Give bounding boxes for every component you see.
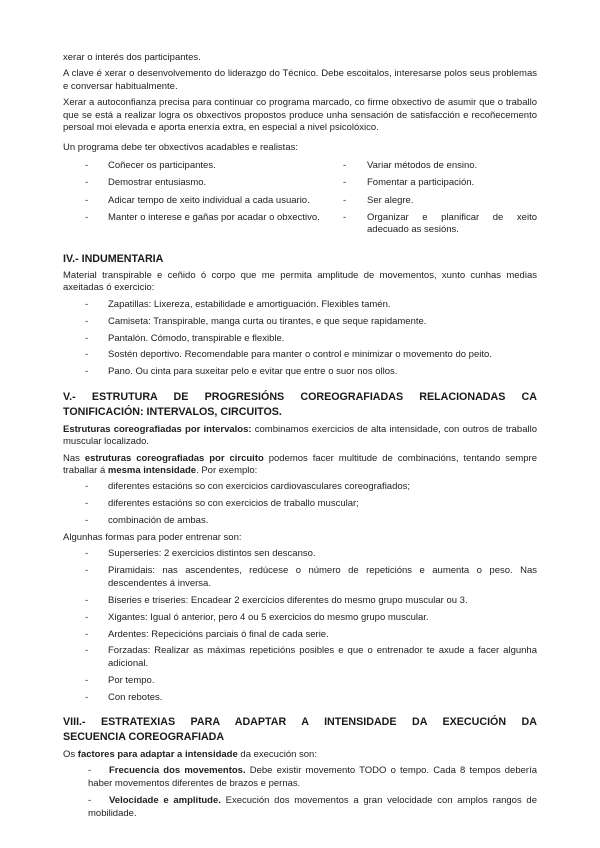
list-item: - Adicar tempo de xeito individual a cada usuario. <box>63 195 343 207</box>
list-item: - diferentes estacións so con exercicios cardiovasculares coreografiados; <box>63 481 537 493</box>
list-item: - Piramidais: nas ascendentes, redúcese o número de repeticións e aumenta o peso. Nas descendentes á inversa. <box>63 565 537 590</box>
list-item: - Coñecer os participantes. <box>63 160 343 172</box>
list-item: - Sostén deportivo. Recomendable para manter o control e minimizar o movemento do peito. <box>63 349 537 361</box>
objectives-list-left <box>63 160 343 225</box>
list-item: - Camiseta: Transpirable, manga curta ou tirantes, e que seque rapidamente. <box>63 316 537 328</box>
bold-run: estruturas coreografiadas por circuito <box>84 452 264 464</box>
section-iv-heading: IV.- INDUMENTARIA <box>63 252 164 265</box>
section-v-heading <box>63 390 537 420</box>
list-item: - Manter o interese e gañas por acadar o obxectivo. <box>63 212 343 224</box>
text-run: da execución son: <box>237 749 317 761</box>
section-viii-heading-line2: SECUENCIA COREOGRAFIADA <box>63 731 225 744</box>
training-forms-lead-in: Algunhas formas para poder entrenar son: <box>63 532 242 544</box>
text-run: Os <box>63 749 78 761</box>
text-run: combinamos exercicios de alta intensidade, con outros de traballo muscular localizado. <box>63 423 537 448</box>
bold-run: factores para adaptar a intensidade <box>77 749 238 761</box>
intro-paragraph-leadership: A clave é xerar o desenvolvemento do liderazgo do Técnico. Debe escoitalos, interesarse polos seus problemas e conversar habitualmente. <box>63 68 537 92</box>
list-item: - Pano. Ou cinta para suxeitar pelo e evitar que entre o suor nos ollos. <box>63 366 537 378</box>
section-v-heading-line1: V.- ESTRUTURA DE PROGRESIÓNS COREOGRAFIADAS RELACIONADAS CA <box>63 390 537 403</box>
list-item: - Zapatillas: Lixereza, estabilidade e amortiguación. Flexibles tamén. <box>63 299 537 311</box>
objectives-columns <box>63 158 537 242</box>
section-viii-heading-line1: VIII.- ESTRATEXIAS PARA ADAPTAR A INTENSIDADE DA EXECUCIÓN DA <box>63 716 537 729</box>
list-item: - Variar métodos de ensino. <box>343 160 537 172</box>
list-item: - Organizar e planificar de xeito adecuado as sesións. <box>343 212 537 237</box>
section-v-heading-line2: TONIFICACIÓN: INTERVALOS, CIRCUITOS. <box>63 405 282 418</box>
bold-run: Velocidade e amplitude. <box>109 795 221 807</box>
section-viii-heading <box>63 715 537 745</box>
objectives-column-left <box>63 158 343 242</box>
section-v-paragraph-intervals <box>63 424 537 449</box>
text-run: Debe existir movemento TODO o tempo. Cada 8 tempos debería haber movementos diferentes de brazos e pernas. <box>88 765 537 789</box>
text-run: Execución dos movementos a gran velocidade con amplos rangos de mobilidade. <box>88 795 538 819</box>
list-item: - Ser alegre. <box>343 195 537 207</box>
list-item: - Pantalón. Cómodo, transpirable e flexible. <box>63 333 537 345</box>
intro-paragraph-confidence: Xerar a autoconfianza precisa para continuar co programa marcado, co firme obxectivo de asumir que o traballo que se está a realizar logra os obxectivos propostos produce unha sensación de satisfacción e recoñecemento persoal moi elevada e aporta enerxía extra, en especial a nivel psicolóxico. <box>63 97 537 134</box>
text-run: Nas <box>63 452 85 464</box>
objectives-column-right <box>343 158 537 242</box>
text-run: . Por exemplo: <box>196 464 258 476</box>
list-item: - Fomentar a participación. <box>343 177 537 189</box>
bold-run: Frecuencia dos movementos. <box>109 765 246 777</box>
list-item: - diferentes estacións so con exercicios de traballo muscular; <box>63 498 537 510</box>
text-run: podemos facer multitude de combinacións, tentando sempre traballar á <box>63 452 537 476</box>
list-item <box>63 795 537 820</box>
bold-run: mesma intensidade <box>107 464 197 476</box>
intensity-factors-list <box>63 765 537 820</box>
training-forms-list <box>63 548 537 704</box>
circuit-options-list <box>63 481 537 527</box>
list-item: - Forzadas: Realizar as máximas repeticións posibles e que o entrenador te axude a facer algunha adicional. <box>63 645 537 670</box>
list-item: - combinación de ambas. <box>63 515 537 527</box>
list-item: - Xigantes: Igual ó anterior, pero 4 ou 5 exercicios do mesmo grupo muscular. <box>63 612 537 624</box>
list-item: - Por tempo. <box>63 675 537 687</box>
objectives-lead-in: Un programa debe ter obxectivos acadables e realistas: <box>63 142 298 154</box>
objectives-list-right <box>343 160 537 237</box>
list-item: - Biseries e triseries: Encadear 2 exercicios diferentes do mesmo grupo muscular ou 3. <box>63 595 537 607</box>
section-viii-intro <box>63 749 537 761</box>
list-item: - Demostrar entusiasmo. <box>63 177 343 189</box>
list-item: - Superseries: 2 exercicios distintos sen descanso. <box>63 548 537 560</box>
list-item: - Ardentes: Repecicións parciais ó final de cada serie. <box>63 629 537 641</box>
list-item: - Con rebotes. <box>63 692 537 704</box>
section-v-paragraph-circuit <box>63 453 537 478</box>
section-iv-intro: Material transpirable e ceñido ó corpo que me permita amplitude de movementos, xunto cunhas medias axeitadas ó exercicio: <box>63 269 537 294</box>
section-iv-clothing-list <box>63 299 537 379</box>
intro-continuation-line: xerar o interés dos participantes. <box>63 52 201 63</box>
list-item <box>63 765 537 790</box>
bold-run: Estruturas coreografiadas por intervalos: <box>63 423 252 435</box>
